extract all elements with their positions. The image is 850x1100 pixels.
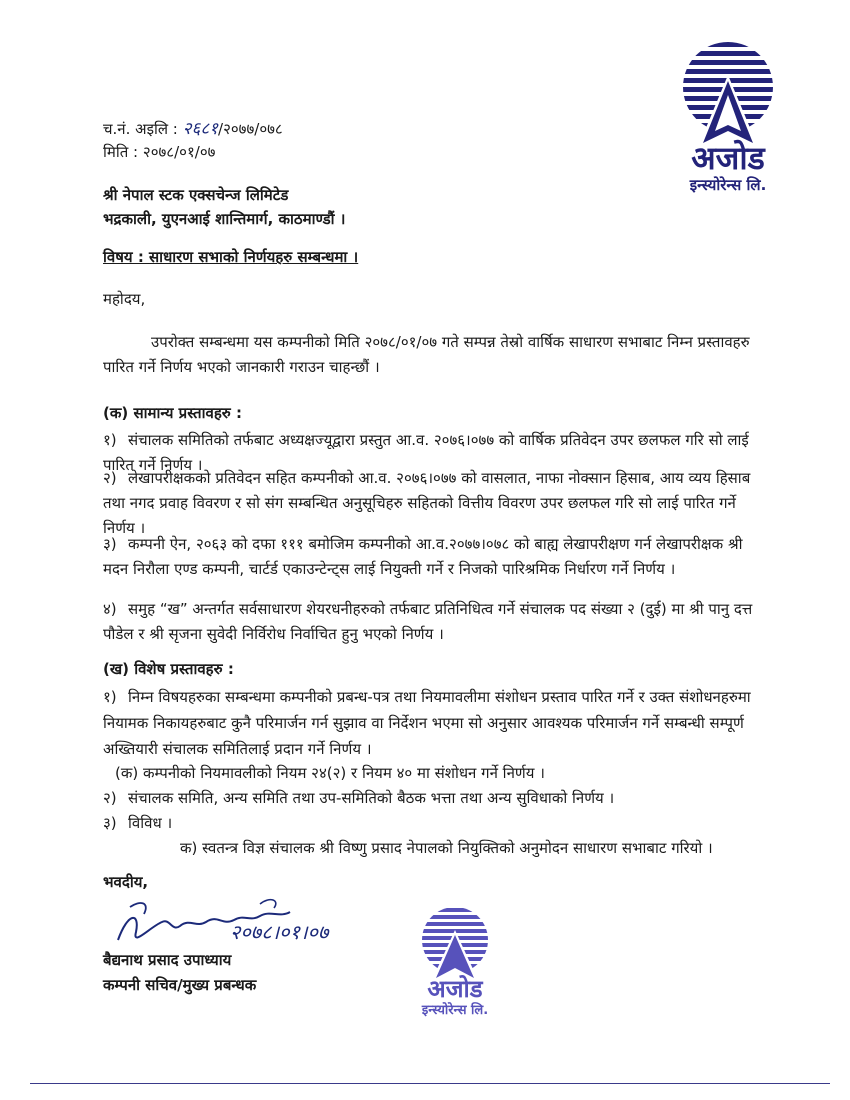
section-b-subitem bbox=[115, 761, 775, 786]
stamp-brand-subtitle: इन्स्योरेन्स लि. bbox=[421, 1003, 489, 1018]
section-b-heading: (ख) विशेष प्रस्तावहरु : bbox=[103, 660, 234, 678]
item-number: ४) bbox=[103, 600, 117, 618]
footer-divider bbox=[30, 1083, 830, 1084]
subject-line: विषय : साधारण सभाको निर्णयहरु सम्बन्धमा । bbox=[103, 248, 359, 266]
item-text: संचालक समिति, अन्य समिति तथा उप-समितिको बैठक भत्ता तथा अन्य सुविधाको निर्णय । bbox=[128, 789, 615, 807]
item-number: १) bbox=[103, 688, 117, 706]
item-text: निम्न विषयहरुका सम्बन्धमा कम्पनीको प्रबन्ध-पत्र तथा नियमावलीमा संशोधन प्रस्ताव पारित गर्ने र उक्त संशोधनहरुमा नियामक निकायहरुबाट कुनै परिमार्जन गर्न सुझाव वा निर्देशन भएमा सो अनुसार आवश्यक परिमार्जन गर्ने सम्बन्धी सम्पूर्ण अख्तियारी संचालक समितिलाई प्रदान गर्ने निर्णय । bbox=[103, 688, 751, 758]
reference-number: २६८१ bbox=[182, 119, 219, 139]
signatory-title: कम्पनी सचिव/मुख्य प्रबन्धक bbox=[103, 976, 257, 994]
stamp-brand-name: अजोड bbox=[427, 975, 483, 1003]
section-b-item bbox=[103, 786, 763, 811]
recipient-address bbox=[103, 183, 345, 231]
recipient-line-1: श्री नेपाल स्टक एक्सचेन्ज लिमिटेड bbox=[103, 186, 289, 204]
company-stamp-icon bbox=[400, 900, 510, 980]
item-text: विविध । bbox=[128, 814, 173, 832]
reference-year: /२०७७/०७८ bbox=[218, 120, 283, 138]
item-text: संचालक समितिको तर्फबाट अध्यक्षज्यूद्वारा प्रस्तुत आ.व. २०७६।०७७ को वार्षिक प्रतिवेदन उपर छलफल गरि सो लाई पारित गर्ने निर्णय । bbox=[103, 431, 749, 474]
reference-number-line bbox=[103, 118, 283, 141]
signatory-name: बैद्यनाथ प्रसाद उपाध्याय bbox=[103, 951, 232, 969]
item-number: २) bbox=[103, 789, 117, 807]
section-a-item bbox=[103, 532, 763, 582]
brand-name: अजोड bbox=[691, 139, 765, 177]
section-b-subitem bbox=[180, 836, 780, 861]
brand-subtitle: इन्स्योरेन्स लि. bbox=[689, 176, 767, 194]
intro-text: उपरोक्त सम्बन्धमा यस कम्पनीको मिति २०७८/०१/०७ गते सम्पन्न तेस्रो वार्षिक साधारण सभाबाट निम्न प्रस्तावहरु पारित गर्ने निर्णय भएको जानकारी गराउन चाहन्छौं । bbox=[103, 333, 750, 376]
item-number: २) bbox=[103, 469, 117, 487]
date-value: २०७८/०१/०७ bbox=[142, 143, 216, 161]
date-label: मिति : bbox=[103, 143, 139, 161]
item-text: (क) कम्पनीको नियमावलीको नियम २४(२) र नियम ४० मा संशोधन गर्ने निर्णय । bbox=[115, 764, 545, 782]
section-a-item bbox=[103, 466, 763, 541]
item-text: क) स्वतन्त्र विज्ञ संचालक श्री विष्णु प्रसाद नेपालको नियुक्तिको अनुमोदन साधारण सभाबाट गरियो । bbox=[180, 839, 713, 857]
closing-valediction: भवदीय, bbox=[103, 873, 149, 891]
signature-date: २०७८।०१।०७ bbox=[230, 920, 329, 944]
recipient-line-2: भद्रकाली, युएनआई शान्तिमार्ग, काठमाण्डौं । bbox=[103, 210, 346, 228]
item-number: ३) bbox=[103, 814, 117, 832]
item-text: कम्पनी ऐन, २०६३ को दफा १११ बमोजिम कम्पनीको आ.व.२०७७।०७८ को बाह्य लेखापरीक्षण गर्न लेखापरीक्षक श्री मदन निरौला एण्ड कम्पनी, चार्टर्ड एकाउन्टेन्ट्स लाई नियुक्ती गर्ने र निजको पारिश्रमिक निर्धारण गर्ने निर्णय । bbox=[103, 535, 743, 578]
reference-label: च.नं. अइलि : bbox=[103, 120, 178, 138]
item-number: १) bbox=[103, 431, 117, 449]
company-logo bbox=[663, 35, 793, 195]
section-a-heading: (क) सामान्य प्रस्तावहरु : bbox=[103, 404, 242, 422]
ajod-logo-icon bbox=[663, 35, 793, 150]
section-b-item bbox=[103, 811, 763, 836]
intro-paragraph bbox=[103, 330, 763, 380]
item-text: समुह “ख” अन्तर्गत सर्वसाधारण शेयरधनीहरुको तर्फबाट प्रतिनिधित्व गर्ने संचालक पद संख्या २ (दुई) मा श्री पानु दत्त पौडेल र श्री सृजना सुवेदी निर्विरोध निर्वाचित हुनु भएको निर्णय । bbox=[103, 600, 753, 643]
date-line bbox=[103, 141, 283, 164]
section-a-item bbox=[103, 597, 763, 647]
item-number: ३) bbox=[103, 535, 117, 553]
item-text: लेखापरीक्षकको प्रतिवेदन सहित कम्पनीको आ.व. २०७६।०७७ को वासलात, नाफा नोक्सान हिसाब, आय व्यय हिसाब तथा नगद प्रवाह विवरण र सो संग सम्बन्धित अनुसूचिहरु सहितको वित्तीय विवरण उपर छलफल गरि सो लाई पारित गर्ने निर्णय । bbox=[103, 469, 751, 537]
section-b-item bbox=[103, 684, 763, 762]
reference-block bbox=[103, 118, 283, 164]
company-stamp bbox=[400, 900, 510, 1020]
salutation: महोदय, bbox=[103, 290, 146, 308]
